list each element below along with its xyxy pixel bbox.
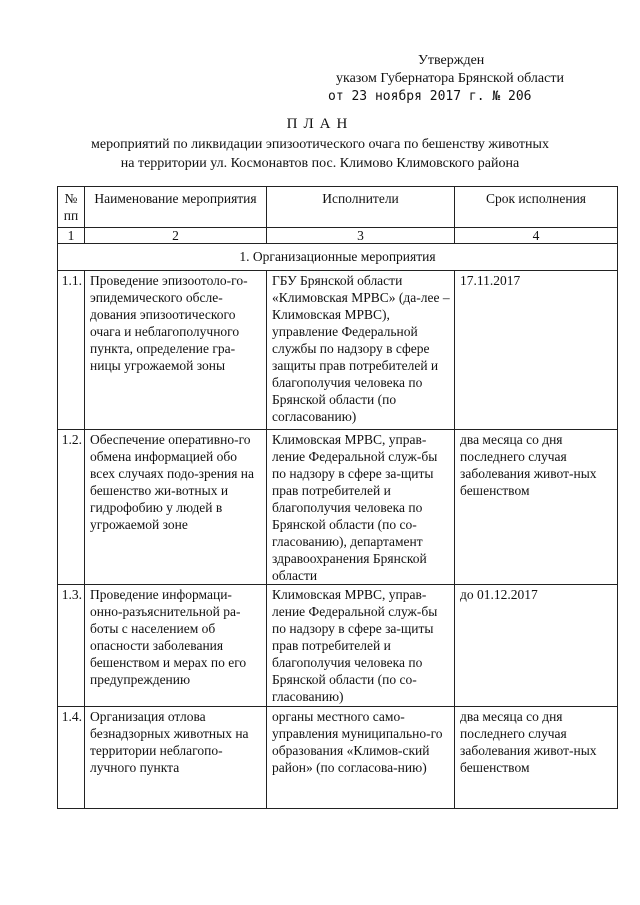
row-number: 1.2. — [58, 430, 85, 585]
index-cell-4: 4 — [455, 228, 618, 244]
row-measure: Проведение информаци-онно-разъяснительной ра-боты с населением об опасности заболевания бешенством и мерах по его предупреждению — [85, 585, 267, 707]
section-row — [58, 244, 618, 271]
row-number: 1.4. — [58, 707, 85, 809]
header-num: № пп — [58, 187, 85, 228]
document-title: ПЛАН — [286, 116, 354, 132]
index-cell-2: 2 — [85, 228, 267, 244]
approval-block — [320, 52, 620, 106]
row-deadline: до 01.12.2017 — [455, 585, 618, 707]
row-executors: Климовская МРВС, управ-ление Федеральной служ-бы по надзору в сфере за-щиты прав потребителей и благополучия человека по Брянской области (по со-гласованию) — [267, 585, 455, 707]
row-measure: Организация отлова безнадзорных животных на территории неблагопо-лучного пункта — [85, 707, 267, 809]
index-row — [58, 228, 618, 244]
index-cell-1: 1 — [58, 228, 85, 244]
subtitle-line-1: мероприятий по ликвидации эпизоотического очага по бешенству животных — [91, 137, 549, 152]
subtitle-line-2: на территории ул. Космонавтов пос. Климово Климовского района — [120, 156, 520, 171]
index-cell-3: 3 — [267, 228, 455, 244]
table-row — [58, 430, 618, 585]
header-row — [58, 187, 618, 228]
row-deadline: два месяца со дня последнего случая заболевания живот-ных бешенством — [455, 430, 618, 585]
row-measure: Обеспечение оперативно-го обмена информацией обо всех случаях подо-зрения на бешенство жи-вотных и гидрофобию у людей в угрожаемой зоне — [85, 430, 267, 585]
approval-line-decree: указом Губернатора Брянской области — [336, 71, 564, 86]
header-deadline: Срок исполнения — [455, 187, 618, 228]
header-executors: Исполнители — [267, 187, 455, 228]
row-executors: Климовская МРВС, управ-ление Федеральной служ-бы по надзору в сфере за-щиты прав потребителей и благополучия человека по Брянской области (по со-гласованию), департамент здравоохранения Брянской области — [267, 430, 455, 585]
row-executors: органы местного само-управления муниципально-го образования «Климов-ский район» (по согласова-нию) — [267, 707, 455, 809]
row-deadline: два месяца со дня последнего случая заболевания живот-ных бешенством — [455, 707, 618, 809]
row-deadline: 17.11.2017 — [455, 271, 618, 430]
section-title: 1. Организационные мероприятия — [58, 244, 618, 271]
plan-table — [57, 186, 618, 809]
row-number: 1.1. — [58, 271, 85, 430]
row-executors: ГБУ Брянской области «Климовская МРВС» (да-лее – Климовская МРВС), управление Федеральной службы по надзору в сфере защиты прав потребителей и благополучия человека по Брянской области (по согласованию) — [267, 271, 455, 430]
document-subtitle — [40, 135, 600, 173]
table-row — [58, 707, 618, 809]
row-measure: Проведение эпизоотоло-го-эпидемического обсле-дования эпизоотического очага и неблагополучного пункта, определение гра-ницы угрожаемой зоны — [85, 271, 267, 430]
approval-line-approved: Утвержден — [418, 53, 485, 68]
table-row — [58, 585, 618, 707]
row-number: 1.3. — [58, 585, 85, 707]
approval-line-date-number: от 23 ноября 2017 г. № 206 — [328, 89, 532, 104]
table-row — [58, 271, 618, 430]
header-name: Наименование мероприятия — [85, 187, 267, 228]
